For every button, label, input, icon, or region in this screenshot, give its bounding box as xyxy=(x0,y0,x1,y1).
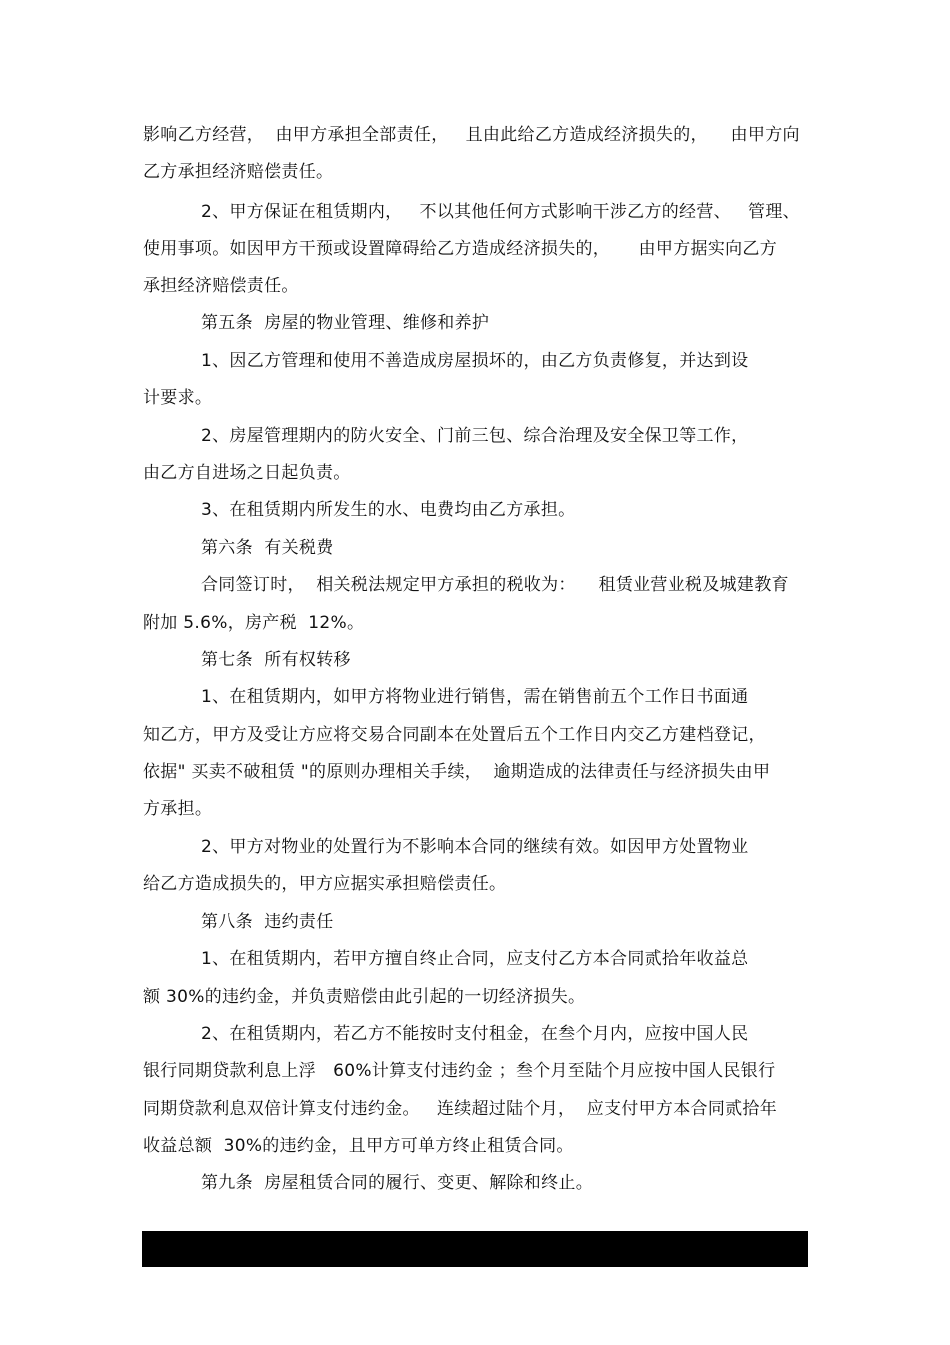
text-line: 1、因乙方管理和使用不善造成房屋损坏的，由乙方负责修复，并达到设 xyxy=(201,351,749,371)
text-line: 影响乙方经营， 由甲方承担全部责任， 且由此给乙方造成经济损失的， 由甲方向 xyxy=(143,125,800,145)
section-heading: 第九条 房屋租赁合同的履行、变更、解除和终止。 xyxy=(201,1173,594,1193)
text-line: 知乙方，甲方及受让方应将交易合同副本在处置后五个工作日内交乙方建档登记， xyxy=(143,725,766,745)
section-heading: 第七条 所有权转移 xyxy=(201,650,351,670)
section-heading: 第六条 有关税费 xyxy=(201,538,334,558)
text-line: 2、甲方对物业的处置行为不影响本合同的继续有效。如因甲方处置物业 xyxy=(201,837,749,857)
text-line: 同期贷款利息双倍计算支付违约金。 连续超过陆个月， 应支付甲方本合同贰拾年 xyxy=(143,1099,778,1119)
text-line: 合同签订时， 相关税法规定甲方承担的税收为： 租赁业营业税及城建教育 xyxy=(201,575,789,595)
text-line: 计要求。 xyxy=(143,388,213,408)
text-line: 附加 5.6%，房产税 12%。 xyxy=(143,613,365,633)
text-line: 1、在租赁期内，如甲方将物业进行销售，需在销售前五个工作日书面通 xyxy=(201,687,749,707)
text-line: 2、甲方保证在租赁期内， 不以其他任何方式影响干涉乙方的经营、 管理、 xyxy=(201,202,800,222)
text-line: 方承担。 xyxy=(143,799,213,819)
redaction-bar xyxy=(142,1231,808,1267)
section-heading: 第八条 违约责任 xyxy=(201,912,334,932)
text-line: 银行同期贷款利息上浮 60%计算支付违约金 ；叁个月至陆个月应按中国人民银行 xyxy=(143,1061,776,1081)
text-line: 额 30%的违约金，并负责赔偿由此引起的一切经济损失。 xyxy=(143,987,586,1007)
text-line: 2、房屋管理期内的防火安全、门前三包、综合治理及安全保卫等工作， xyxy=(201,426,749,446)
section-heading: 第五条 房屋的物业管理、维修和养护 xyxy=(201,313,490,333)
text-line: 1、在租赁期内，若甲方擅自终止合同，应支付乙方本合同贰拾年收益总 xyxy=(201,949,749,969)
text-line: 使用事项。如因甲方干预或设置障碍给乙方造成经济损失的， 由甲方据实向乙方 xyxy=(143,239,778,259)
text-line: 收益总额 30%的违约金，且甲方可单方终止租赁合同。 xyxy=(143,1136,574,1156)
text-line: 由乙方自进场之日起负责。 xyxy=(143,463,351,483)
text-line: 2、在租赁期内，若乙方不能按时支付租金，在叁个月内，应按中国人民 xyxy=(201,1024,749,1044)
text-line: 给乙方造成损失的，甲方应据实承担赔偿责任。 xyxy=(143,874,507,894)
text-line: 依据" 买卖不破租赁 "的原则办理相关手续， 逾期造成的法律责任与经济损失由甲 xyxy=(143,762,771,782)
text-line: 乙方承担经济赔偿责任。 xyxy=(143,162,334,182)
text-line: 承担经济赔偿责任。 xyxy=(143,276,299,296)
text-line: 3、在租赁期内所发生的水、电费均由乙方承担。 xyxy=(201,500,576,520)
